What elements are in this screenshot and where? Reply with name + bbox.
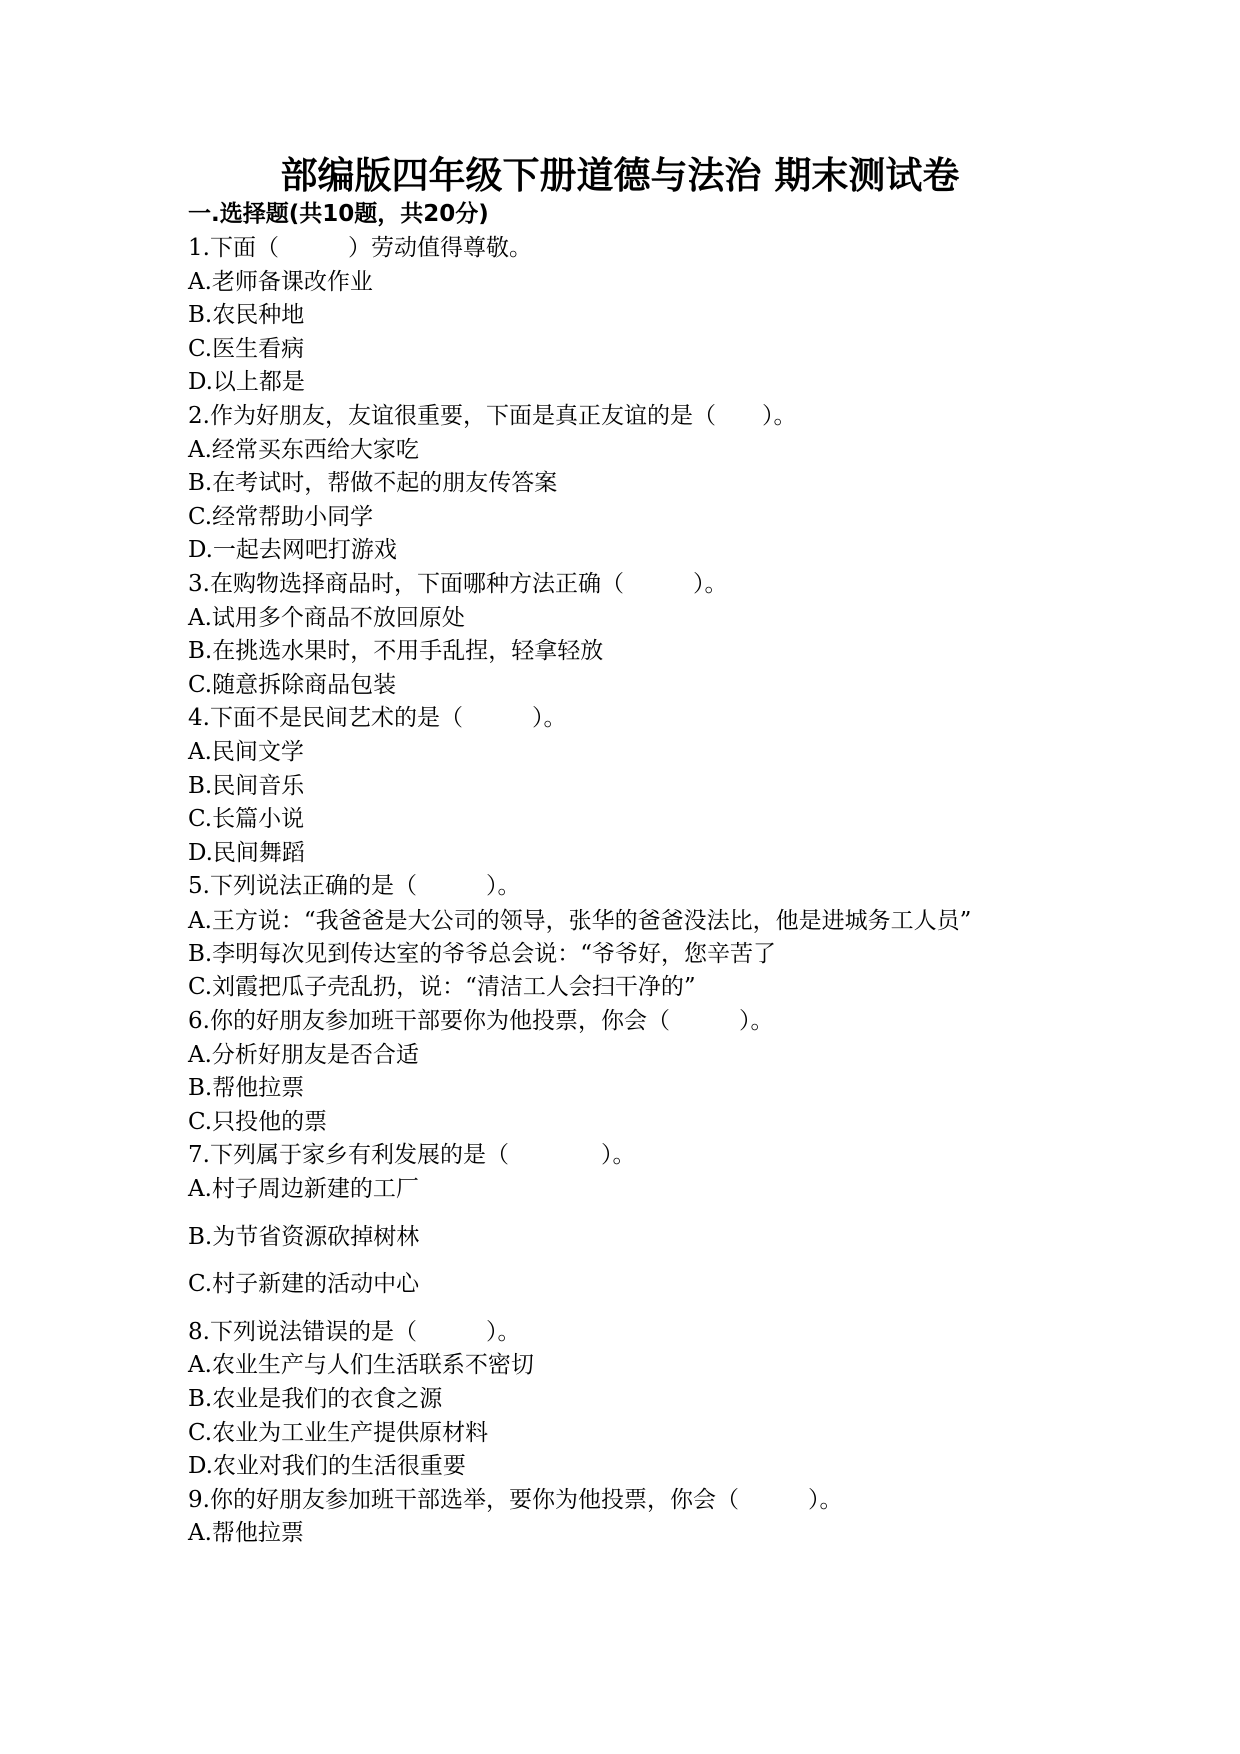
question-2-option-b: B.在考试时，帮做不起的朋友传答案 [188,470,558,497]
question-1-stem: 1.下面（ ）劳动值得尊敬。 [188,235,532,261]
question-7-option-c: C.村子新建的活动中心 [188,1271,420,1298]
question-1-option-d: D.以上都是 [188,369,305,396]
question-4-option-d: D.民间舞蹈 [188,839,305,866]
question-5-option-c: C.刘霞把瓜子壳乱扔，说：“清洁工人会扫干净的” [188,974,696,1001]
question-6-stem: 6.你的好朋友参加班干部要你为他投票，你会（ ）。 [188,1008,774,1035]
question-8-option-c: C.农业为工业生产提供原材料 [188,1419,489,1446]
question-8-option-d: D.农业对我们的生活很重要 [188,1453,466,1480]
section-heading-multiple-choice: 一.选择题(共10题，共20分) [188,201,489,227]
question-6-option-c: C.只投他的票 [188,1108,328,1135]
question-8-option-b: B.农业是我们的衣食之源 [188,1386,443,1412]
question-3-stem: 3.在购物选择商品时，下面哪种方法正确（ ）。 [188,570,728,597]
question-7-option-a: A.村子周边新建的工厂 [188,1176,419,1203]
question-2-option-d: D.一起去网吧打游戏 [188,537,397,564]
question-2-stem: 2.作为好朋友，友谊很重要，下面是真正友谊的是（ ）。 [188,402,797,429]
question-5-option-b: B.李明每次见到传达室的爷爷总会说：“爷爷好，您辛苦了 [188,940,776,967]
question-6-option-a: A.分析好朋友是否合适 [188,1041,419,1068]
question-1-option-c: C.医生看病 [188,335,305,362]
question-4-option-a: A.民间文学 [188,738,304,765]
question-2-option-a: A.经常买东西给大家吃 [188,436,419,463]
exam-title: 部编版四年级下册道德与法治 期末测试卷 [280,154,960,197]
question-4-option-c: C.长篇小说 [188,806,305,833]
question-2-option-c: C.经常帮助小同学 [188,503,374,530]
question-5-stem: 5.下列说法正确的是（ ）。 [188,873,521,900]
question-4-option-b: B.民间音乐 [188,772,305,799]
question-1-option-b: B.农民种地 [188,302,305,329]
question-list [188,232,1048,1551]
question-7-stem: 7.下列属于家乡有利发展的是（ ）。 [188,1142,636,1169]
question-8-stem: 8.下列说法错误的是（ ）。 [188,1318,521,1345]
question-9-option-a: A.帮他拉票 [188,1520,304,1547]
question-4-stem: 4.下面不是民间艺术的是（ ）。 [188,705,567,732]
question-1-option-a: A.老师备课改作业 [188,268,373,295]
question-9-stem: 9.你的好朋友参加班干部选举，要你为他投票，你会（ ）。 [188,1486,843,1513]
question-7-option-b: B.为节省资源砍掉树林 [188,1223,420,1250]
question-3-option-b: B.在挑选水果时，不用手乱捏，轻拿轻放 [188,638,604,665]
question-8-option-a: A.农业生产与人们生活联系不密切 [188,1352,534,1379]
question-3-option-a: A.试用多个商品不放回原处 [188,604,465,631]
question-3-option-c: C.随意拆除商品包装 [188,671,397,698]
question-6-option-b: B.帮他拉票 [188,1075,305,1102]
question-5-option-a: A.王方说：“我爸爸是大公司的领导，张华的爸爸没法比，他是进城务工人员” [188,907,972,934]
